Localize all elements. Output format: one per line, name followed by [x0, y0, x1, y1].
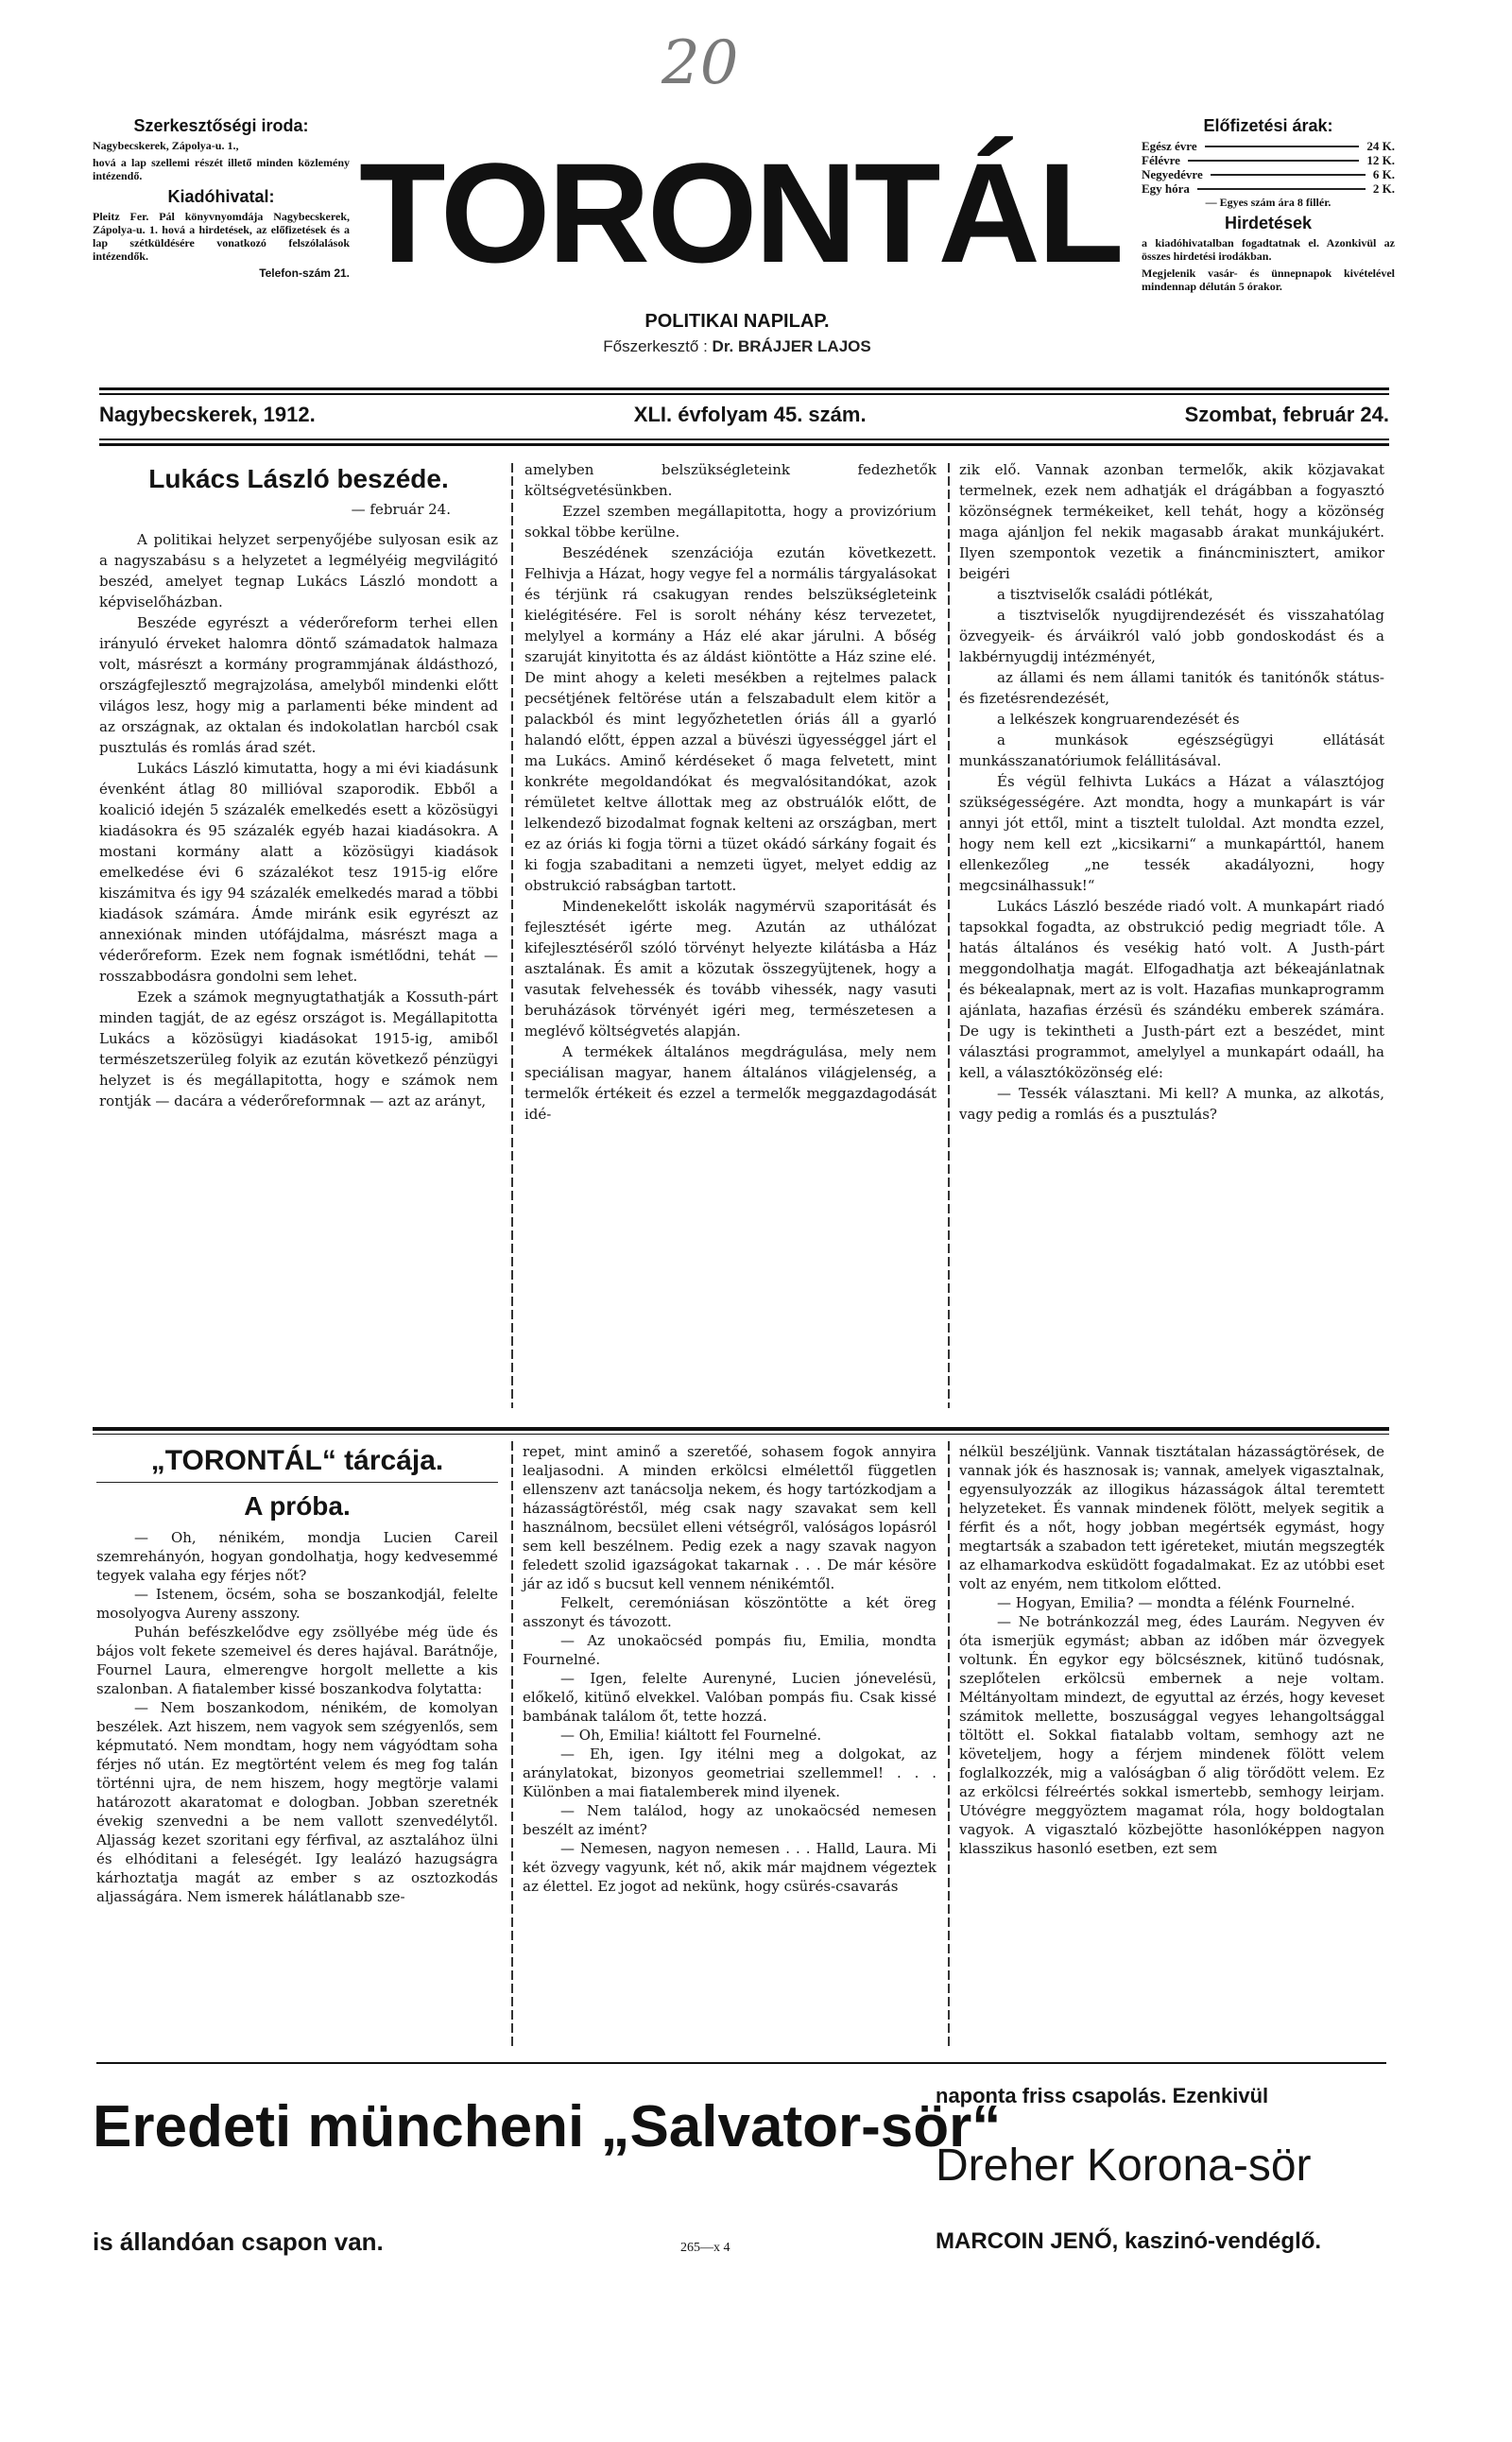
article-column-1 [99, 457, 498, 1111]
dateline [99, 401, 1389, 429]
editorial-office-note: hová a lap szellemi részét illető minden közlemény intézendő. [93, 156, 350, 182]
article-col2-body [524, 459, 936, 1125]
price-label: Egy hóra [1142, 181, 1190, 196]
paragraph: nélkül beszéljünk. Vannak tisztátalan házasságtörések, de vannak jók és hasznosak is; vannak, amelyek vigasztalnak, egyensulyozzák az illogikus házasságok által teremtett helyzeteket. És vannak mindenek fölött, melyek segitik a férfit és a nőt, hogy jobban megértsék egymást, hogy megtartsák a szabadon tett igéreteket, miután megszegték az elhamarkodva esküdött fogadalmakat. Ez az utóbbi eset volt az enyém, nem titkolom előtted. [959, 1443, 1384, 1592]
dateline-volume: XLI. évfolyam 45. szám. [633, 403, 867, 426]
paragraph: A termékek általános megdrágulása, mely nem speciálisan magyar, hanem általános világjelenség, a termelők értékeit és ezzel a termelők meggazdagodását idé- [524, 1043, 936, 1123]
section-rule [93, 1427, 1389, 1431]
article-col3-body [959, 459, 1384, 1125]
column-divider [948, 463, 950, 1408]
column-divider [948, 1441, 950, 2046]
price-list [1142, 139, 1395, 196]
paragraph: Beszéde egyrészt a véderőreform terhei ellen irányuló érveket halomra döntő számadatok halmaza volt, másrészt a kormány programmjának áldásthozó, országfejlesztő megrajzolása, amelyből mindenki előtt világos lesz, hogy mig a parlamenti béke mindent ad az országnak, az oktalan és indokolatlan harcból csak pusztulás és romlás árad szét. [99, 614, 498, 756]
publishing-office-note: Pleitz Fer. Pál könyvnyomdája Nagybecskerek, Zápolya-u. 1. hová a hirdetések, az előfizetések és a lap szétküldésére vonatkozó felszólalások intézendők. [93, 210, 350, 263]
feuilleton-col2-body [523, 1442, 936, 1896]
feuilleton-header: „TORONTÁL“ tárcája. [150, 1445, 444, 1476]
feuilleton-col1-body [96, 1528, 498, 1906]
price-row [1142, 153, 1395, 167]
paragraph: — Eh, igen. Igy itélni meg a dolgokat, az aránylatokat, bizonyos geometriai szellemmel! . . . Különben a mai fiatalemberek mind ilyenek. [523, 1746, 936, 1800]
paragraph: Beszédének szenzációja ezután következett. Felhivja a Házat, hogy vegye fel a normális tárgyalásokat és térjünk rá csakugyan rendes belszükségleteink kielégitésére. Fel is sorolt néhány kész tervezetet, melylyel a kormány a Ház elé akar járulni. A bőség szaruját kinyitotta és az áldást kiöntötte a Ház szine elé. De mint ahogy a keleti mesékben a rejtelmes palack pecsétjének feltörése után a felszabadult elem kitör a palackból és mint legyőzhetetlen óriás áll a gyarló halandó előtt, éppen azzal a büvészi ügyességgel járt el ma Lukács. Aminő kérdéseket ő maga felvetett, mint konkréte megoldandókat és megvalósitandókat, azok rémületet keltve állottak meg az obstruálók előtt, de lelkendező bizodalmat fognak kelteni az országban, mert ez az óriás ki fogja törni a tüzet okádó sárkány fogait és ki fogja szabaditani a nemzeti ügyet, melyet eddig az obstrukció rabságban tartott. [524, 544, 936, 894]
price-dash-leader [1211, 167, 1366, 176]
header-rule-top [99, 387, 1389, 390]
paragraph: — Nemesen, nagyon nemesen . . . Halld, Laura. Mi két özvegy vagyunk, két nő, akik már majdnem végeztek az élettel. Ez jogot ad nekünk, hogy csürés-csavarás [523, 1840, 936, 1895]
newspaper-subtitle: POLITIKAI NAPILAP. [644, 311, 830, 332]
article-date: — február 24. [351, 501, 451, 518]
paragraph: — Nem boszankodom, nénikém, de komolyan beszélek. Azt hiszem, nem vagyok sem szégyenlős, sem képmutató. Nem mondtam, hogy nem vágyódtam soha férjes nő után. Ez megtörtént velem és meg fog talán történni ujra, de nem hiszem, hogy megtörje valami határozott akaratomat e dologban. Jobban szeretnék évekig szenvedni a be nem vallott szenvedélytől. Aljasság kezet szoritani egy férfival, az asztalához ülni és elhóditani a feleségét. Igy lealázó hazugságra kárhoztatja magát az ember s az osztozkodás aljasságára. Nem ismerek hálátlanabb sze- [96, 1699, 498, 1905]
paragraph: az állami és nem állami tanitók és tanitónők státus- és fizetésrendezését, [959, 669, 1384, 707]
price-label: Negyedévre [1142, 167, 1203, 181]
section-rule-thin [93, 1434, 1389, 1435]
paragraph: — Istenem, öcsém, soha se boszankodjál, felelte mosolyogva Aureny asszony. [96, 1586, 498, 1622]
advertisement-rule [96, 2062, 1386, 2064]
ad-right-line-1: naponta friss csapolás. Ezenkivül [936, 2084, 1269, 2107]
header-rule-bottom [99, 443, 1389, 446]
paragraph: a munkások egészségügyi ellátását munkásszanatóriumok felállitásával. [959, 731, 1384, 769]
paragraph: Felkelt, ceremóniásan köszöntötte a két öreg asszonyt és távozott. [523, 1594, 936, 1630]
price-row [1142, 181, 1395, 196]
price-value: 2 K. [1372, 181, 1395, 196]
price-dash-leader [1188, 153, 1359, 162]
paragraph: — Oh, nénikém, mondja Lucien Careil szemrehányón, hogyan gondolhatja, hogy kedvesemmé tegyek valaha egy férjes nőt? [96, 1529, 498, 1584]
paragraph: — Ne botránkozzál meg, édes Laurám. Negyven év óta ismerjük egymást; abban az időben már özvegyek voltunk. Én egykor egy bölcsésznek, kitünő tudósnak, szeplőtelen erkölcsü embernek a neje voltam. Méltányoltam mindezt, de egyuttal az érzés, hogy keveset számitok mellette, boszusággal vegyes lehangoltsággal töltött el. Sokkal fiatalabb voltam, semhogy azt ne követeljem, hogy a férjem mindenek fölött velem foglalkozzék, mig a valóságban ő alig törődött velem. Ez az erkölcsi félreértés sokkal ismertebb, semhogy leirjam. Utóvégre meggyöztem magamat róla, hogy boldogtalan vagyok. A vigasztaló közbejötte hasonlóképpen nagyon klasszikus hasonló esetben, ezt sem [959, 1613, 1384, 1857]
publishing-office-heading: Kiadóhivatal: [167, 187, 275, 206]
paragraph: a tisztviselők nyugdijrendezését és visszahatólag özvegyeik- és árváikról való jobb gondoskodást és a lakbérnyugdij intézményét, [959, 607, 1384, 665]
ads-note: a kiadóhivatalban fogadtatnak el. Azonkivül az összes hirdetési irodákban. [1142, 236, 1395, 263]
paragraph: A politikai helyzet serpenyőjébe sulyosan esik az a nagyszabásu s a helyzetet a legmélyéig megvilágitó beszéd, amelyet tegnap Lukács László mondott a képviselőházban. [99, 531, 498, 610]
paragraph: a tisztviselők családi pótlékát, [997, 586, 1213, 603]
article-col1-body [99, 529, 498, 1111]
feuilleton-title: A próba. [244, 1491, 351, 1521]
editor-name: Dr. BRÁJJER LAJOS [712, 337, 871, 355]
paragraph: — Az unokaöcséd pompás fiu, Emilia, mondta Fournelné. [523, 1632, 936, 1668]
paragraph: — Igen, felelte Aurenyné, Lucien jónevelésü, előkelő, kitünő elvekkel. Valóban pompás fiu. Csak kissé bambának találom őt, tette hozzá. [523, 1670, 936, 1725]
ads-heading: Hirdetések [1224, 214, 1313, 232]
paragraph: — Oh, Emilia! kiáltott fel Fournelné. [560, 1727, 822, 1744]
feuilleton-col3-body [959, 1442, 1384, 1858]
paragraph: — Hogyan, Emilia? — mondta a félénk Fournelné. [997, 1594, 1355, 1611]
ad-line-2: is állandóan csapon van. [93, 2227, 384, 2256]
paragraph: Lukács László kimutatta, hogy a mi évi kiadásunk évenként átlag 80 millióval szaporodik. Ebből a koalició idején 5 százalék emelkedés esett a közösügyi kiadásokra és 95 százalék egyéb hazai kiadásokra. A mostani kormány alatt a közösügyi kiadások emelkedése évi 6 százalékot tesz 1915-ig előre kiszámitva és igy 94 százalék emelkedés marad a többi kiadások számára. Ámde miránk esik egyrészt az annexiónak minden utófájdalma, másrészt maga a véderőreform. Ezek nem fognak ismétlődni, tehát — rosszabbodásra gondolni sem lehet. [99, 760, 498, 985]
paragraph: — Tessék választani. Mi kell? A munka, az alkotás, vagy pedig a romlás és a pusztulás? [959, 1085, 1384, 1123]
paragraph: Ezzel szemben megállapitotta, hogy a provizórium sokkal többe kerülne. [524, 503, 936, 541]
price-value: 6 K. [1372, 167, 1395, 181]
article-title: Lukács László beszéde. [148, 464, 449, 493]
paragraph: zik elő. Vannak azonban termelők, akik közjavakat termelnek, ezek nem adhatják el drágábban a fogyasztó közönségnek termékeiket, kell tehát, hogy a közönség maga ajánljon fel nekik magasabb árakat munkájukért. Ilyen szempontok vezetik a fináncminisztert, amikor beigéri [959, 461, 1384, 582]
paragraph: Mindenekelőtt iskolák nagymérvü szaporitását és fejlesztését igérte meg. Azután az uthálózat kifejlesztéséről szóló törvényt helyezte kilátásba a Ház asztalának. És amit a közutak összegyüjtenek, hogy a vasutak felvehessék és tovább vihessék, nagy vasuti beruházások törvényét igéri meg, természetesen a meglévő költségvetés alapján. [524, 898, 936, 1040]
paragraph: Ezek a számok megnyugtathatják a Kossuth-párt minden tagját, de az egész országot is. Megállapitotta Lukács a közösügyi kiadásokat 1915-ig, amiből természetszerüleg folyik az ezután következő pénzügyi helyzet is és megállapitotta, hogy e számok nem rontják — dacára a véderőreformnak — azt az arányt, [99, 989, 498, 1109]
single-copy-price: — Egyes szám ára 8 fillér. [1205, 196, 1332, 209]
price-row [1142, 167, 1395, 181]
paragraph: — Nem találod, hogy az unokaöcséd nemesen beszélt az imént? [523, 1802, 936, 1838]
paragraph: repet, mint aminő a szeretőé, sohasem fogok annyira lealjasodni. A minden erkölcsi elmélettől független ellenszenv azt tanácsolja nekem, és hogy tartózkodjam a házasságtöréstől, még csak nagy szavakat sem kell használnom, becsület elleni vétségről, valóságos lopásról sem kell beszélnem. Pedig ezek a nagy szavak nagyon feledett szolid igazságokat takarnak . . . De már késöre jár az idő s bucsut kell vennem nénikémtől. [523, 1443, 936, 1592]
header-rule-top-thin [99, 393, 1389, 395]
dateline-place-year: Nagybecskerek, 1912. [99, 403, 316, 426]
price-label: Félévre [1142, 153, 1180, 167]
editor-label: Főszerkesztő : [603, 337, 708, 355]
editor-line [359, 336, 1115, 357]
subscription-box [1142, 115, 1395, 297]
ad-code: 265—x 4 [680, 2241, 730, 2255]
phone-number: Telefon-szám 21. [259, 267, 350, 280]
price-value: 24 K. [1366, 139, 1395, 153]
price-value: 12 K. [1366, 153, 1395, 167]
price-dash-leader [1197, 181, 1366, 190]
column-divider [511, 463, 513, 1408]
paragraph: a lelkészek kongruarendezését és [997, 711, 1240, 728]
ad-headline: Eredeti müncheni „Salvator-sör“ [93, 2094, 1002, 2159]
feuilleton-column-1 [96, 1442, 498, 1906]
ad-signature: MARCOIN JENŐ, kaszinó-vendéglő. [936, 2228, 1322, 2254]
paragraph: Puhán befészkelődve egy zsöllyébe még üde és bájos volt fekete szemeivel és deres hajával. Barátnője, Fournel Laura, elmerengve horgolt mellette a kis szalonban. A fiatalember kissé boszankodva folytatta: [96, 1624, 498, 1697]
feuilleton-header-rule [96, 1482, 498, 1483]
feuilleton-column-3 [959, 1442, 1384, 1858]
price-label: Egész évre [1142, 139, 1197, 153]
editorial-office-box [93, 115, 350, 284]
feuilleton-column-2 [523, 1442, 936, 1896]
publication-schedule: Megjelenik vasár- és ünnepnapok kivételével mindennap délután 5 órakor. [1142, 267, 1395, 293]
price-row [1142, 139, 1395, 153]
subscription-heading: Előfizetési árak: [1203, 116, 1333, 135]
column-divider [511, 1441, 513, 2046]
editorial-office-address: Nagybecskerek, Zápolya-u. 1., [93, 139, 239, 152]
article-column-3 [959, 459, 1384, 1125]
article-column-2 [524, 459, 936, 1125]
paragraph: És végül felhivta Lukács a Házat a választójog szükségességére. Azt mondta, hogy a munkapárt is vár annyi jót ettől, mint a tisztelt tuloldal. Azt mondta ezzel, hogy nem kell ezt „kicsikarni“ a munkapárttól, hanem ellenkezőleg „ne tessék akadályozni, hogy megcsinálhassuk!“ [959, 773, 1384, 894]
handwritten-page-number: 20 [662, 28, 739, 98]
dateline-date: Szombat, február 24. [1184, 403, 1389, 426]
price-dash-leader [1205, 139, 1360, 147]
paragraph: Lukács László beszéde riadó volt. A munkapárt riadó tapsokkal fogadta, az obstrukció pedig megriadt tőle. A hatás általános és vesékig ható volt. A Justh-párt meggondolhatja magát. Elfogadhatja azt békeajánlatnak és békealapnak, mert az is volt. Hazafias munkaprogramm ajánlata, hazafias érzésü és szándéku emberek számára. De ugy is tekintheti a Justh-párt ezt a beszédet, mint választási programmot, amelylyel a munkapárt odaáll, ha kell, a választóközönség elé: [959, 898, 1384, 1081]
ad-right-line-2: Dreher Korona-sör [936, 2141, 1312, 2191]
editorial-office-heading: Szerkesztőségi iroda: [133, 116, 309, 135]
newspaper-title: TORONTÁL [359, 133, 1122, 292]
header-rule-bottom-thin [99, 439, 1389, 440]
paragraph: amelyben belszükségleteink fedezhetők költségvetésünkben. [524, 461, 936, 499]
